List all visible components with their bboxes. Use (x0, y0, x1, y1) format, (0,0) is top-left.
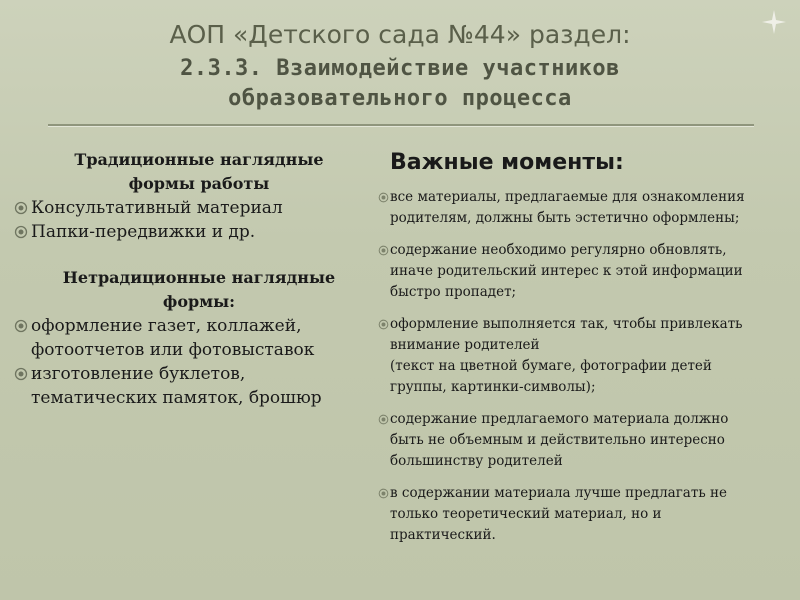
traditional-forms-heading (34, 148, 364, 196)
bullet-icon (378, 488, 389, 499)
slide-title: АОП «Детского сада №44» раздел: (169, 20, 631, 49)
list-item (378, 240, 788, 303)
list-item-text: быстро пропадет; (390, 284, 517, 300)
list-item-text: все материалы, предлагаемые для ознакомления (390, 189, 745, 205)
important-points-heading: Важные моменты: (390, 150, 624, 175)
list-item-text: внимание родителей (390, 337, 540, 353)
list-item (378, 187, 788, 229)
list-item-text: родителям, должны быть эстетично оформлены; (390, 210, 740, 226)
bullet-icon (14, 201, 28, 215)
heading-line: формы: (162, 292, 236, 311)
list-item (378, 483, 788, 546)
subtitle-line-2: образовательного процесса (228, 86, 572, 111)
list-item-text: содержание необходимо регулярно обновлять, (390, 242, 727, 258)
list-item-text: только теоретический материал, но и (390, 506, 662, 522)
list-item-text: содержание предлагаемого материала должно (390, 411, 729, 427)
list-item (14, 196, 364, 220)
heading-line: Нетрадиционные наглядные (62, 268, 336, 287)
title-divider (48, 124, 754, 127)
heading-line: Традиционные наглядные (74, 150, 324, 169)
list-item (378, 409, 788, 472)
list-item-text: тематических памяток, брошюр (31, 388, 322, 408)
bullet-icon (14, 319, 28, 333)
list-item-text: оформление выполняется так, чтобы привлекать (390, 316, 743, 332)
left-column (14, 148, 364, 410)
list-item-text: (текст на цветной бумаге, фотографии детей (390, 358, 712, 374)
list-item (14, 314, 364, 362)
bullet-icon (378, 319, 389, 330)
list-item-text: большинству родителей (390, 453, 563, 469)
list-item-text: оформление газет, коллажей, (31, 316, 302, 336)
list-item (14, 362, 364, 410)
subtitle-line-1: 2.3.3. Взаимодействие участников (180, 56, 620, 81)
right-column (378, 150, 788, 557)
list-item-text: Консультативный материал (31, 198, 283, 218)
slide-subtitle (0, 54, 800, 114)
list-item-text: фотоотчетов или фотовыставок (31, 340, 315, 360)
list-item-text: изготовление буклетов, (31, 364, 246, 384)
list-item-text: практический. (390, 527, 496, 543)
list-item-text: группы, картинки-символы); (390, 379, 596, 395)
list-item (378, 314, 788, 398)
bullet-icon (14, 225, 28, 239)
heading-line: формы работы (128, 174, 270, 193)
bullet-icon (378, 192, 389, 203)
list-item-text: быть не объемным и действительно интересно (390, 432, 725, 448)
nontraditional-forms-heading (34, 266, 364, 314)
bullet-icon (378, 245, 389, 256)
list-item (14, 220, 364, 244)
list-item-text: Папки-передвижки и др. (31, 222, 256, 242)
bullet-icon (378, 414, 389, 425)
list-item-text: в содержании материала лучше предлагать не (390, 485, 727, 501)
list-item-text: иначе родительский интерес к этой информации (390, 263, 743, 279)
bullet-icon (14, 367, 28, 381)
